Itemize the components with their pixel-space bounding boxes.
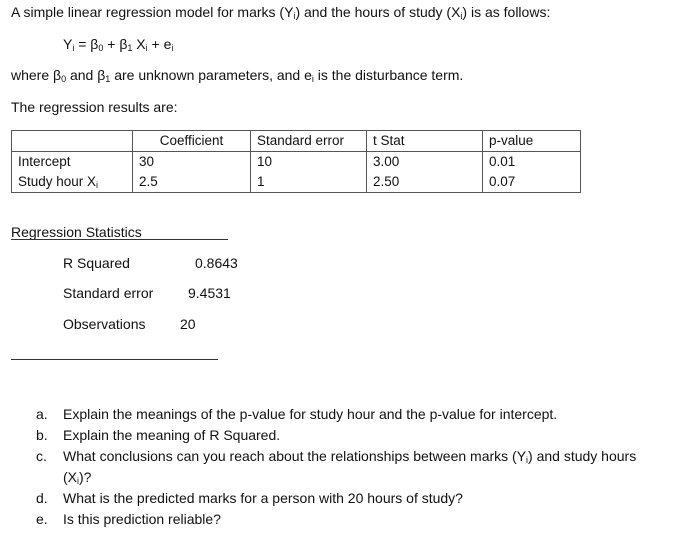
row-label xyxy=(12,172,133,193)
subscript-i: i xyxy=(171,43,174,53)
title-underline xyxy=(11,239,228,240)
list-item xyxy=(36,425,661,446)
cell-std-error: 1 xyxy=(251,172,367,193)
subscript-i: i xyxy=(145,43,148,53)
cell-std-error: 10 xyxy=(251,152,367,173)
header-coefficient: Coefficient xyxy=(133,131,251,152)
intro-text-1: A simple linear regression model for marks (Y xyxy=(11,4,294,20)
table-row xyxy=(12,172,581,193)
subscript-0: 0 xyxy=(98,43,104,53)
cell-coefficient: 30 xyxy=(133,152,251,173)
question-letter: b. xyxy=(36,427,48,443)
question-text: What is the predicted marks for a person with 20 hours of study? xyxy=(63,490,463,506)
stat-label-standard-error: Standard error xyxy=(63,285,154,301)
subscript-1: 1 xyxy=(127,43,133,53)
intro-text-2: ) and the hours of study (X xyxy=(295,4,461,20)
intro-line xyxy=(11,4,550,20)
table-header-row xyxy=(12,131,581,152)
stat-label-observations: Observations xyxy=(63,316,146,332)
row-label-sub: i xyxy=(96,180,99,190)
stat-label-r-squared: R Squared xyxy=(63,255,130,271)
eq-beta0: = β xyxy=(74,36,99,52)
subscript-i: i xyxy=(311,74,314,84)
subscript-i: i xyxy=(460,11,463,21)
statistics-bottom-rule xyxy=(11,359,218,360)
row-label-text: Intercept xyxy=(18,154,71,169)
cell-t-stat: 3.00 xyxy=(367,152,483,173)
cell-t-stat: 2.50 xyxy=(367,172,483,193)
cell-p-value: 0.01 xyxy=(483,152,581,173)
regression-equation xyxy=(63,36,173,52)
eq-x: X xyxy=(132,36,146,52)
questions-list xyxy=(36,404,661,530)
subscript-i: i xyxy=(72,43,75,53)
where-text-4: is the disturbance term. xyxy=(313,67,464,83)
question-text: Explain the meanings of the p-value for study hour and the p-value for intercept. xyxy=(63,406,558,422)
question-text: Is this prediction reliable? xyxy=(63,511,221,527)
where-text-1: where β xyxy=(11,67,62,83)
header-blank xyxy=(12,131,133,152)
results-label: The regression results are: xyxy=(11,99,178,115)
regression-table xyxy=(11,130,581,193)
list-item xyxy=(36,446,661,488)
stat-value-r-squared: 0.8643 xyxy=(195,255,238,271)
subscript-i: i xyxy=(293,11,296,21)
eq-e: + e xyxy=(147,36,172,52)
question-text: Explain the meaning of R Squared. xyxy=(63,427,281,443)
question-text: What conclusions can you reach about the relationships between marks (Y xyxy=(63,448,527,464)
list-item xyxy=(36,509,661,530)
subscript-1: 1 xyxy=(105,74,111,84)
question-letter: e. xyxy=(36,511,48,527)
question-letter: d. xyxy=(36,490,48,506)
question-letter: c. xyxy=(36,448,47,464)
eq-beta1: + β xyxy=(103,36,128,52)
list-item xyxy=(36,488,661,509)
subscript-i: i xyxy=(526,455,529,465)
question-text-b: ) and study hours (X xyxy=(63,448,637,485)
subscript-i: i xyxy=(77,476,79,486)
row-label xyxy=(12,152,133,173)
where-text-2: and β xyxy=(66,67,106,83)
list-item xyxy=(36,404,661,425)
header-standard-error: Standard error xyxy=(251,131,367,152)
parameters-description xyxy=(11,67,463,83)
header-p-value: p-value xyxy=(483,131,581,152)
regression-statistics-title: Regression Statistics xyxy=(11,224,142,240)
cell-p-value: 0.07 xyxy=(483,172,581,193)
header-t-stat: t Stat xyxy=(367,131,483,152)
intro-text-3: ) is as follows: xyxy=(462,4,551,20)
table-row xyxy=(12,152,581,173)
subscript-0: 0 xyxy=(61,74,67,84)
stat-value-observations: 20 xyxy=(180,316,196,332)
row-label-text: Study hour X xyxy=(18,174,97,189)
stat-value-standard-error: 9.4531 xyxy=(188,285,231,301)
where-text-3: are unknown parameters, and e xyxy=(110,67,312,83)
cell-coefficient: 2.5 xyxy=(133,172,251,193)
question-text-c: )? xyxy=(79,469,92,485)
eq-y: Y xyxy=(63,36,73,52)
question-letter: a. xyxy=(36,406,48,422)
